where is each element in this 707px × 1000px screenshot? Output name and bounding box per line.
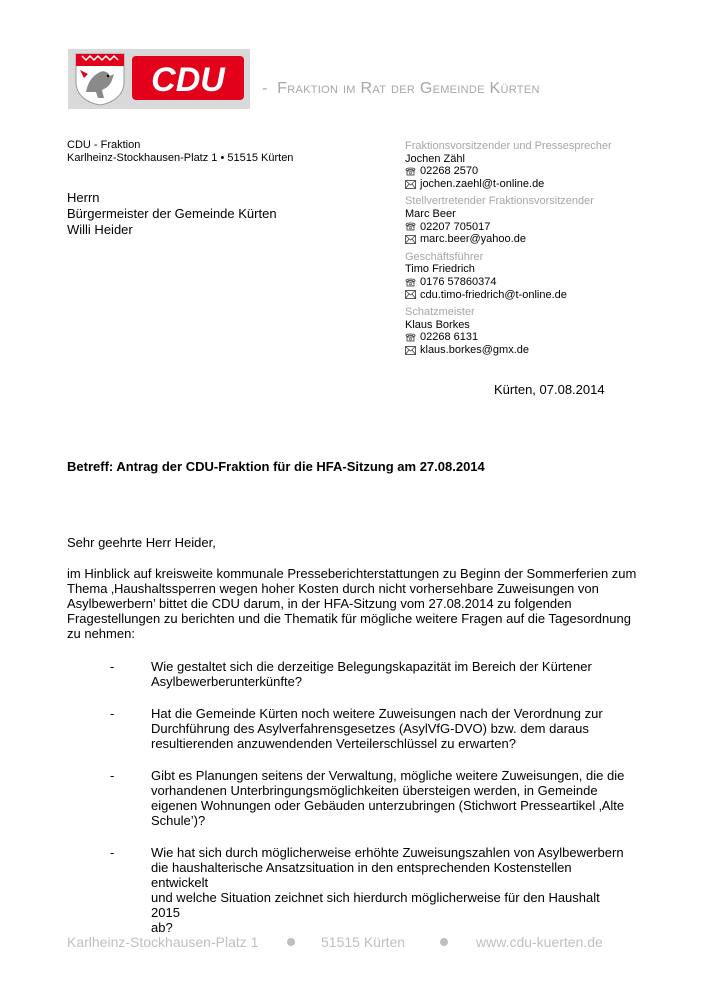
letter-subject: Betreff: Antrag der CDU-Fraktion für die HFA-Sitzung am 27.08.2014 [67, 459, 485, 474]
title-text: Fraktion im Rat der Gemeinde Kürten [277, 80, 540, 97]
recipient-line-2: Bürgermeister der Gemeinde Kürten [67, 206, 277, 221]
contact-block [405, 195, 665, 245]
contact-email-line [405, 178, 665, 191]
footer-bullet-1 [287, 938, 295, 946]
contact-phone: 02268 2570 [420, 165, 479, 178]
question-text [151, 706, 629, 751]
question-line: die haushalterische Ansatzsituation in den entsprechenden Kostenstellen entwickelt [151, 860, 572, 890]
cdu-logo [132, 56, 244, 100]
contact-name: Marc Beer [405, 207, 456, 220]
contact-role: Fraktionsvorsitzender und Pressesprecher [405, 140, 612, 152]
phone-icon [405, 222, 417, 231]
question-line: ab? [151, 920, 173, 935]
question-line: Schule’)? [151, 813, 206, 828]
contact-phone: 02207 705017 [420, 220, 491, 233]
intro-paragraph [67, 566, 647, 641]
intro-line: im Hinblick auf kreisweite kommunale Presseberichterstattungen zu Beginn der Sommerferien zum [67, 566, 637, 581]
question-line: Asylbewerberunterkünfte? [151, 674, 303, 689]
question-text [151, 845, 629, 935]
recipient-line-3: Willi Heider [67, 222, 133, 237]
footer-web: www.cdu-kuerten.de [476, 934, 603, 950]
question-line: Wie hat sich durch möglicherweise erhöhte Zuweisungszahlen von Asylbewerbern [151, 845, 624, 860]
contact-name: Jochen Zähl [405, 152, 465, 165]
question-text [151, 659, 629, 689]
sender-line-2: Karlheinz-Stockhausen-Platz 1 • 51515 Kürten [67, 152, 294, 164]
question-dash: - [110, 706, 115, 721]
contact-phone-line [405, 276, 665, 289]
contact-email[interactable]: jochen.zaehl@t-online.de [420, 177, 545, 190]
contact-email[interactable]: marc.beer@yahoo.de [420, 233, 526, 246]
faction-title [262, 80, 540, 98]
contact-email-line [405, 233, 665, 246]
question-dash: - [110, 845, 115, 860]
question-line: Gibt es Planungen seitens der Verwaltung, mögliche weitere Zuweisungen, die die [151, 768, 625, 783]
intro-line: Thema ‚Haushaltssperren wegen hoher Kosten durch nicht vorhersehbare Zuweisungen von [67, 581, 599, 596]
contact-role: Schatzmeister [405, 306, 475, 319]
envelope-icon [405, 235, 417, 244]
question-dash: - [110, 768, 115, 783]
footer-bullet-2 [440, 938, 448, 946]
recipient-line-1: Herrn [67, 190, 100, 205]
question-line: Durchführung des Asylverfahrensgesetzes (AsylVfG-DVO) bzw. dem daraus [151, 721, 589, 736]
cdu-logo-text: CDU [151, 61, 225, 99]
sender-line-1: CDU - Fraktion [67, 139, 141, 151]
intro-line: Asylbewerbern’ bittet die CDU darum, in der HFA-Sitzung vom 27.08.2014 zu folgenden [67, 596, 572, 611]
contact-name: Timo Friedrich [405, 263, 475, 276]
salutation: Sehr geehrte Herr Heider, [67, 535, 216, 550]
contact-phone-line [405, 165, 665, 178]
contact-block [405, 306, 665, 356]
contact-role: Geschäftsführer [405, 250, 484, 263]
question-line: Wie gestaltet sich die derzeitige Belegungskapazität im Bereich der Kürtener [151, 659, 592, 674]
intro-line: zu nehmen: [67, 626, 135, 641]
contact-phone: 0176 57860374 [420, 275, 497, 288]
question-text [151, 768, 629, 828]
contact-email-line [405, 289, 665, 302]
municipal-coat-of-arms [74, 52, 126, 106]
sender-address [67, 139, 293, 165]
phone-icon [405, 167, 417, 176]
question-dash: - [110, 659, 115, 674]
contact-email[interactable]: klaus.borkes@gmx.de [420, 343, 529, 356]
contact-email[interactable]: cdu.timo-friedrich@t-online.de [420, 288, 567, 301]
question-line: und welche Situation zeichnet sich hierdurch möglicherweise für den Haushalt 2015 [151, 890, 600, 920]
footer-city: 51515 Kürten [321, 934, 406, 950]
phone-icon [405, 333, 417, 342]
footer-address: Karlheinz-Stockhausen-Platz 1 [67, 934, 259, 950]
question-line: Hat die Gemeinde Kürten noch weitere Zuweisungen nach der Verordnung zur [151, 706, 603, 721]
contact-phone: 02268 6131 [420, 331, 479, 344]
contact-block [405, 140, 665, 190]
phone-icon [405, 278, 417, 287]
contact-phone-line [405, 221, 665, 234]
recipient-address [67, 190, 277, 238]
question-line: eigenen Wohnungen oder Gebäuden unterzubringen (Stichwort Presseartikel ‚Alte [151, 798, 625, 813]
contact-role: Stellvertretender Fraktionsvorsitzender [405, 195, 594, 208]
contact-name: Klaus Borkes [405, 318, 470, 331]
question-line: vorhandenen Unterbringungsmöglichkeiten übersteigen werden, in Gemeinde [151, 783, 598, 798]
contact-block [405, 251, 665, 301]
title-dash: - [262, 80, 268, 97]
envelope-icon [405, 346, 417, 355]
envelope-icon [405, 290, 417, 299]
intro-line: Fragestellungen zu berichten und die Thematik für mögliche weitere Fragen auf die Tagesordnung [67, 611, 631, 626]
letter-date: Kürten, 07.08.2014 [494, 382, 605, 397]
contact-list [405, 140, 665, 362]
contact-email-line [405, 344, 665, 357]
envelope-icon [405, 180, 417, 189]
contact-phone-line [405, 331, 665, 344]
question-line: resultierenden anzuwendenden Verteilerschlüssel zu erwarten? [151, 736, 516, 751]
